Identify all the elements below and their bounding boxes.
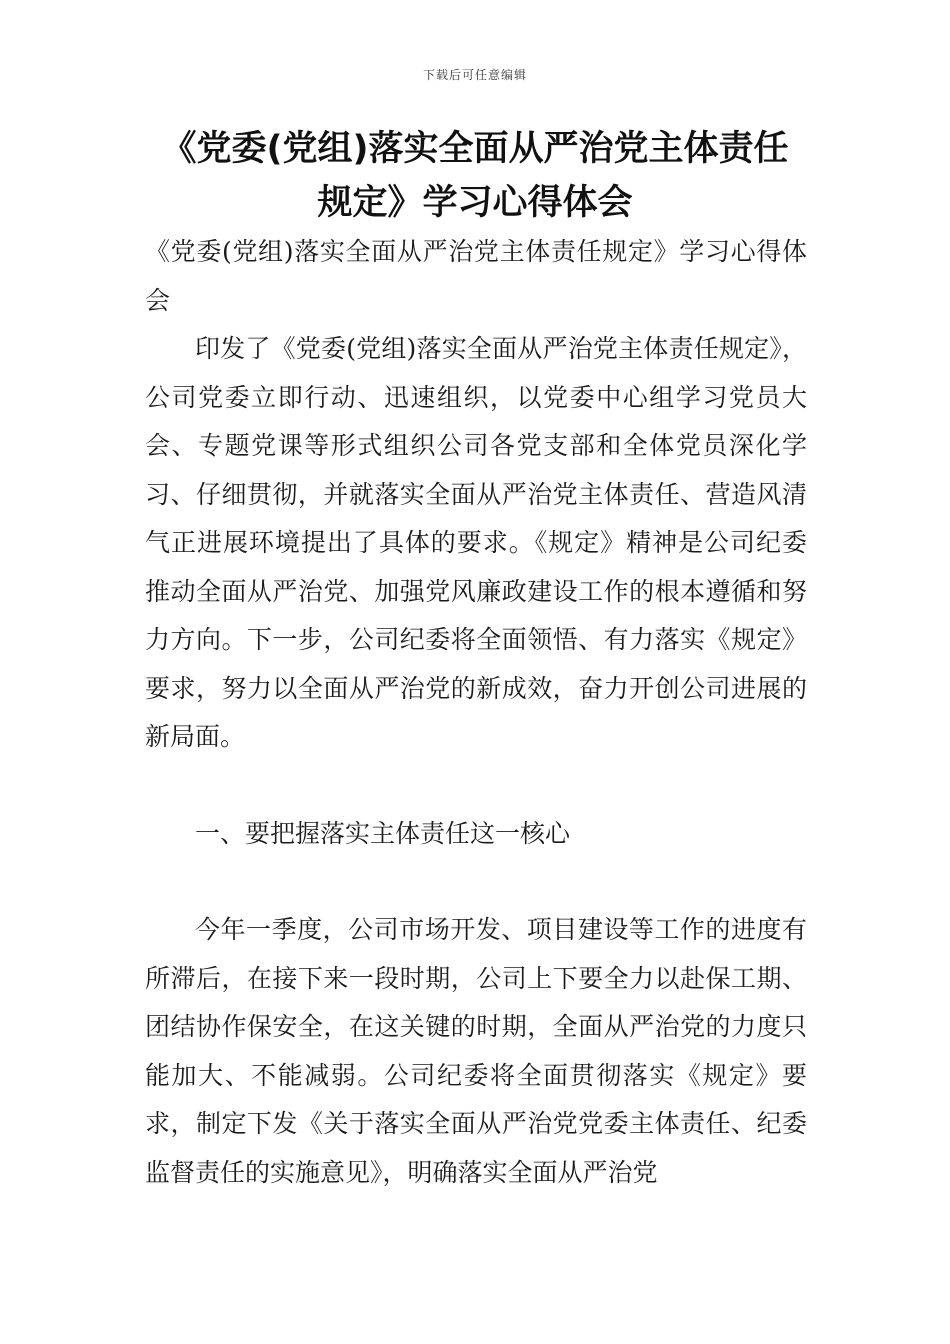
paragraph-section-1: 今年一季度，公司市场开发、项目建设等工作的进度有所滞后，在接下来一段时期，公司上下要全力以赴保工期、团结协作保安全，在这关键的时期，全面从严治党的力度只能加大、不能减弱。公司纪委将全面贯彻落实《规定》要求，制定下发《关于落实全面从严治党党委主体责任、纪委监督责任的实施意见》，明确落实全面从严治党: [145, 915, 807, 1187]
document-body: [145, 228, 807, 1197]
document-title: 《党委(党组)落实全面从严治党主体责任规定》学习心得体会: [161, 129, 789, 223]
paragraph-intro: 印发了《党委(党组)落实全面从严治党主体责任规定》，公司党委立即行动、迅速组织，以党委中心组学习党员大会、专题党课等形式组织公司各党支部和全体党员深化学习、仔细贯彻，并就落实全面从严治党主体责任、营造风清气正进展环境提出了具体的要求。《规定》精神是公司纪委推动全面从严治党、加强党风廉政建设工作的根本遵循和努力方向。下一步，公司纪委将全面领悟、有力落实《规定》要求，努力以全面从严治党的新成效，奋力开创公司进展的新局面。: [145, 334, 807, 751]
subtitle-line: 《党委(党组)落实全面从严治党主体责任规定》学习心得体会: [145, 237, 807, 315]
section-heading-1: 一、要把握落实主体责任这一核心: [195, 818, 571, 848]
download-note: 下载后可任意编辑: [422, 68, 527, 82]
